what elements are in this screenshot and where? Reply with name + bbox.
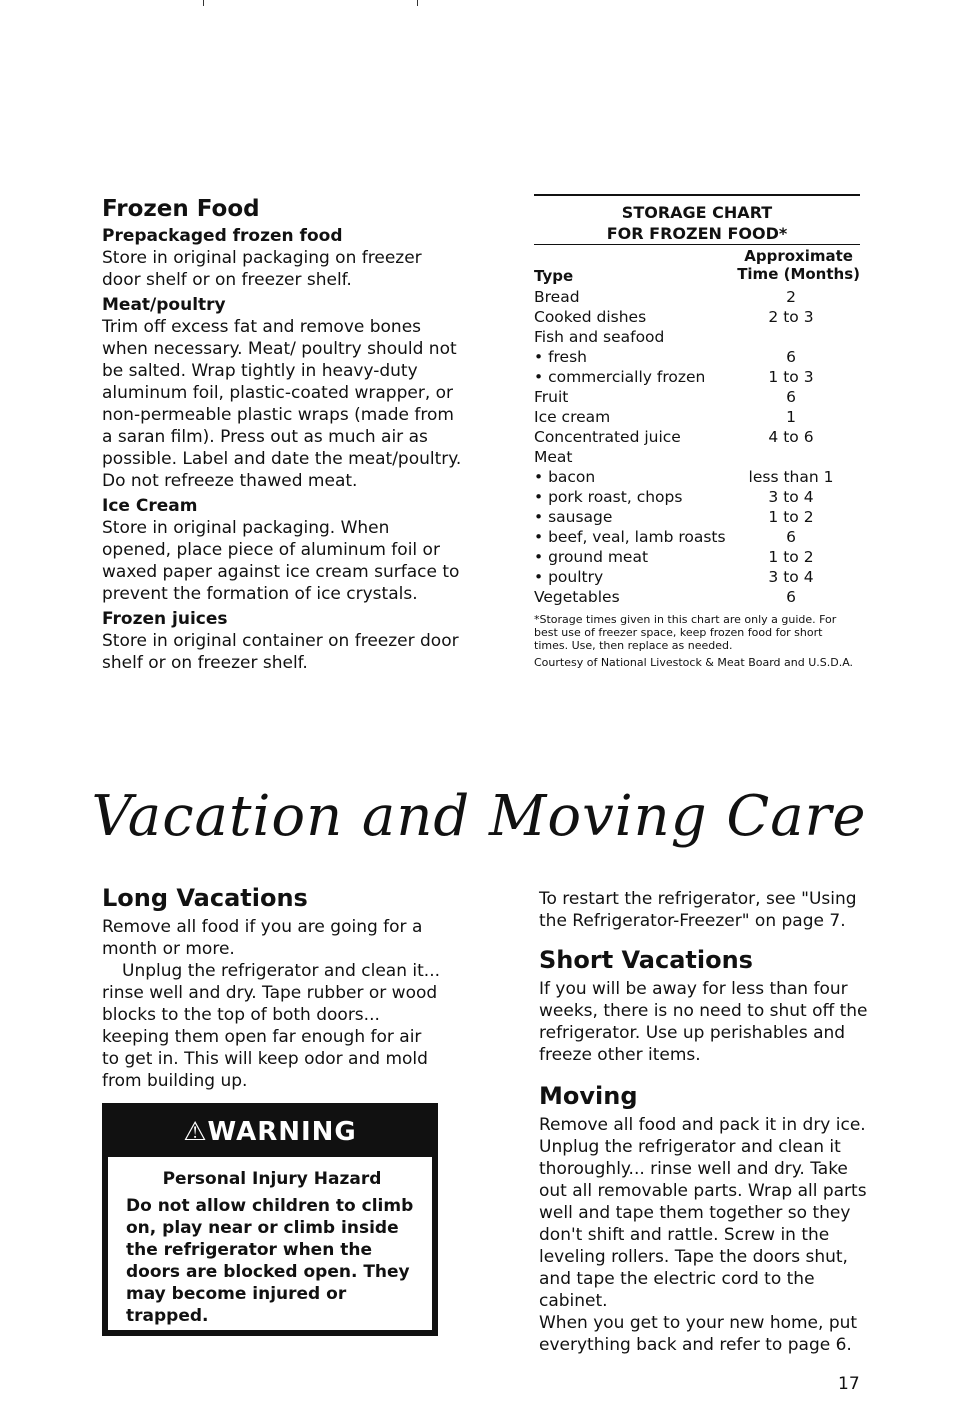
chart-row-time: 1 to 2: [768, 508, 814, 526]
warning-text: Do not allow children to climb on, play near or climb inside the refrigerator when the doors are blocked open. They may become injured or trapped.: [126, 1196, 414, 1326]
chart-row-type: Ice cream: [534, 408, 611, 426]
chart-row-type: Cooked dishes: [534, 308, 647, 326]
chart-courtesy: Courtesy of National Livestock & Meat Board and U.S.D.A.: [534, 656, 854, 669]
meat-poultry-text: Trim off excess fat and remove bones when necessary. Meat/ poultry should not be salted. Wrap tightly in heavy-duty aluminum foil, plastic-coated wrapper, or non-permeable plastic wraps (made from a saran film). Press out as much air as possible. Label and date the meat/poultry. Do not refreeze thawed meat.: [102, 317, 462, 491]
short-vacations-text: If you will be away for less than four weeks, there is no need to shut off the refrigerator. Use up perishables and freeze other items.: [539, 979, 868, 1065]
warning-hazard: Personal Injury Hazard: [162, 1169, 382, 1189]
chart-row: [534, 547, 860, 567]
chart-row: [534, 467, 860, 487]
ice-cream-text: Store in original packaging. When opened, place piece of aluminum foil or waxed paper against ice cream surface to prevent the formation of ice crystals.: [102, 518, 460, 604]
chart-row-time: 1: [786, 408, 796, 426]
chart-row-time: 1 to 2: [768, 548, 814, 566]
chart-row-time: 3 to 4: [768, 568, 814, 586]
chart-row: [534, 347, 860, 367]
chart-title-line2: FOR FROZEN FOOD*: [606, 224, 788, 243]
frozen-juices-heading: Frozen juices: [102, 609, 228, 629]
chart-row: [534, 287, 860, 307]
chart-row-time: 2: [786, 288, 796, 306]
chart-row-time: 3 to 4: [768, 488, 814, 506]
chart-row: [534, 527, 860, 547]
warning-box: [102, 1103, 438, 1336]
chart-row-type: Concentrated juice: [534, 428, 681, 446]
chart-row-type: • pork roast, chops: [534, 488, 683, 506]
chart-row-type: • poultry: [534, 568, 604, 586]
page-number: 17: [838, 1374, 860, 1394]
restart-text: To restart the refrigerator, see "Using the Refrigerator-Freezer" on page 7.: [539, 889, 857, 931]
chart-row-type: • ground meat: [534, 548, 649, 566]
frozen-food-title: Frozen Food: [102, 196, 260, 222]
chart-row: [534, 507, 860, 527]
moving-p1: Remove all food and pack it in dry ice. Unplug the refrigerator and clean it thoroughly... rinse well and dry. Take out all removable parts. Wrap all parts well and tape them together so they don't shift and rattle. Screw in the leveling rollers. Tape the doors shut, and tape the electric cord to the cabinet.: [539, 1115, 867, 1311]
chart-footnote: *Storage times given in this chart are only a guide. For best use of freezer space, keep frozen food for short times. Use, then replace as needed.: [534, 613, 837, 652]
chart-row: [534, 327, 860, 347]
short-vacations-title: Short Vacations: [539, 946, 753, 974]
chart-row: [534, 427, 860, 447]
chart-row: [534, 587, 860, 607]
chart-row: [534, 407, 860, 427]
chart-row-type: Vegetables: [534, 588, 620, 606]
chart-row-type: • sausage: [534, 508, 613, 526]
frozen-food-section: [102, 196, 462, 674]
storage-chart: [534, 194, 860, 669]
warning-body: [108, 1157, 432, 1330]
long-vacations-title: Long Vacations: [102, 884, 308, 912]
scan-mark: [417, 0, 418, 6]
column-header-time-line2: Time (Months): [737, 265, 860, 283]
moving-title: Moving: [539, 1082, 638, 1110]
chart-row-type: Meat: [534, 448, 573, 466]
scan-mark: [203, 0, 204, 6]
frozen-juices-text: Store in original container on freezer door shelf or on freezer shelf.: [102, 631, 459, 673]
right-column: [539, 888, 874, 1356]
prepackaged-heading: Prepackaged frozen food: [102, 226, 343, 246]
chart-row: [534, 487, 860, 507]
chart-row-type: • commercially frozen: [534, 368, 706, 386]
chart-row-time: 1 to 3: [768, 368, 814, 386]
long-vacations-p2: Unplug the refrigerator and clean it... rinse well and dry. Tape rubber or wood blocks to the top of both doors... keeping them open far enough for air to get in. This will keep odor and mold from building up.: [102, 961, 441, 1091]
long-vacations-p1: Remove all food if you are going for a month or more.: [102, 917, 423, 959]
column-header-time: [737, 247, 860, 283]
moving-p2: When you get to your new home, put everything back and refer to page 6.: [539, 1313, 858, 1355]
prepackaged-text: Store in original packaging on freezer door shelf or on freezer shelf.: [102, 248, 422, 290]
chart-row-time: 6: [786, 528, 796, 546]
chart-row-type: Bread: [534, 288, 580, 306]
column-header-type: Type: [534, 267, 574, 285]
ice-cream-heading: Ice Cream: [102, 496, 198, 516]
chart-row-type: • bacon: [534, 468, 596, 486]
column-header-time-line1: Approximate: [744, 247, 853, 265]
chart-row-type: • fresh: [534, 348, 587, 366]
chart-row-time: 2 to 3: [768, 308, 814, 326]
chart-rows: [534, 287, 860, 607]
chart-row-time: 4 to 6: [768, 428, 814, 446]
chart-title: [534, 196, 860, 244]
chart-row: [534, 387, 860, 407]
chart-row-type: Fruit: [534, 388, 569, 406]
page-title: Vacation and Moving Care: [91, 784, 867, 849]
chart-title-line1: STORAGE CHART: [621, 203, 773, 222]
chart-row-time: less than 1: [748, 468, 834, 486]
chart-row: [534, 567, 860, 587]
chart-row: [534, 367, 860, 387]
chart-row-time: 6: [786, 588, 796, 606]
chart-row-type: Fish and seafood: [534, 328, 665, 346]
chart-column-headers: [534, 245, 860, 287]
warning-banner: ⚠WARNING: [183, 1117, 357, 1147]
chart-row: [534, 447, 860, 467]
long-vacations-section: [102, 884, 442, 1092]
chart-row-time: 6: [786, 388, 796, 406]
chart-row-time: 6: [786, 348, 796, 366]
chart-row: [534, 307, 860, 327]
chart-row-type: • beef, veal, lamb roasts: [534, 528, 726, 546]
meat-poultry-heading: Meat/poultry: [102, 295, 226, 315]
